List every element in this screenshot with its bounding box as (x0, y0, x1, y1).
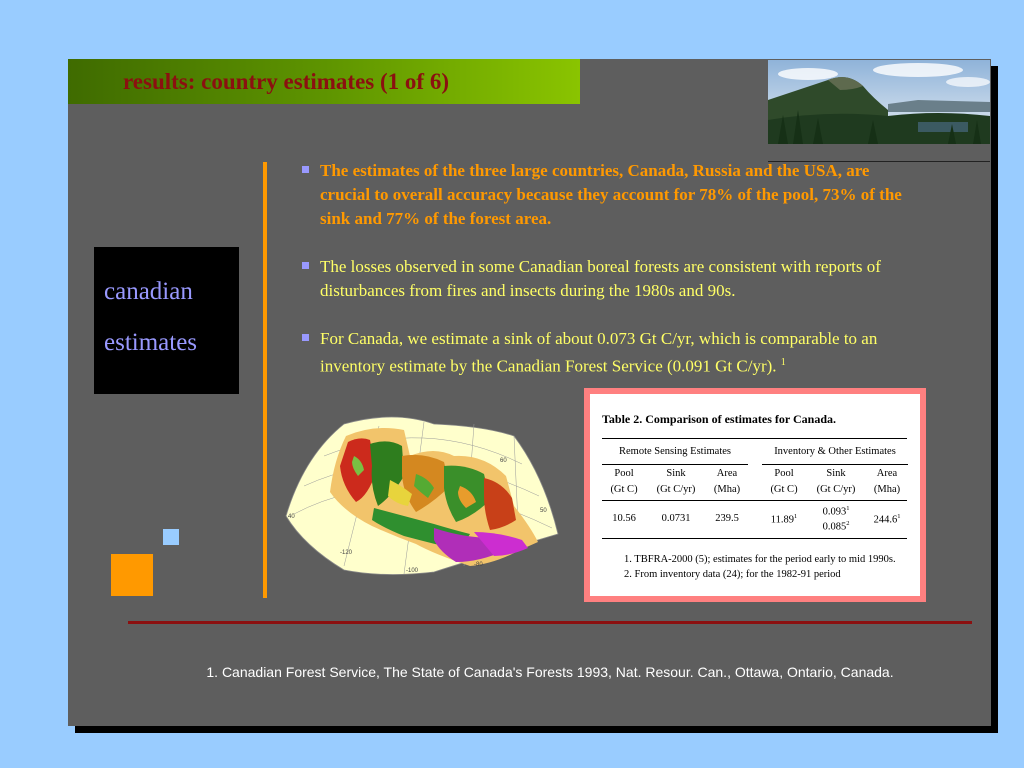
map-lat-label-40: 40 (288, 514, 295, 520)
inv-pool-ref: 1 (794, 513, 798, 520)
table-title: Table 2. Comparison of estimates for Canada. (602, 412, 837, 426)
inv-sink-2-value: 0.085 (822, 521, 847, 533)
table-unit-area: (Mha) (713, 484, 741, 495)
table-header-area: Area (716, 468, 738, 479)
inv-area-value: 244.6 (873, 514, 898, 526)
inv-sink-2-ref: 2 (846, 520, 850, 527)
map-lon-label-80: -80 (474, 562, 483, 568)
inv-sink-1-value: 0.093 (822, 506, 847, 518)
table-cell-rs-area: 239.5 (715, 513, 739, 524)
bullet-text-1: The estimates of the three large countries, Canada, Russia and the USA, are crucial to overall accuracy because they account for 78% of the pool, 73% of the sink and 77% of the forest area. (320, 161, 902, 228)
bullet-marker (302, 262, 309, 269)
inv-area-ref: 1 (897, 513, 901, 520)
slide-title: results: country estimates (1 of 6) (123, 69, 449, 94)
table-rule (602, 538, 907, 539)
inv-sink-1-ref: 1 (846, 505, 850, 512)
bullet-marker (302, 334, 309, 341)
bullet-text-3 (320, 327, 880, 379)
map-lat-label-50: 50 (540, 508, 547, 514)
bullet-text-2: The losses observed in some Canadian boreal forests are consistent with reports of disturbances from fires and insects during the 1980s and 90s. (320, 257, 881, 300)
sidebar-label-estimates: estimates (104, 329, 198, 356)
forest-landscape-photo (768, 60, 990, 144)
table-rule (602, 438, 907, 439)
map-lon-label-120: -120 (340, 550, 353, 556)
table-cell-inv-sink-2 (810, 520, 862, 533)
table-rule (602, 500, 907, 501)
table-cell-inv-pool (762, 513, 806, 526)
table-unit-pool: (Gt C) (770, 484, 798, 495)
table-header-pool: Pool (774, 468, 794, 479)
table-unit-sink: (Gt C/yr) (656, 484, 696, 495)
bullet-text-3-body: For Canada, we estimate a sink of about 0.073 Gt C/yr, which is comparable to an inventory estimate by the Canadian Forest Service (0.091 Gt C/yr). (320, 329, 878, 376)
table-header-pool: Pool (614, 468, 634, 479)
map-lon-label-100: -100 (406, 568, 419, 574)
table-group-remote-sensing: Remote Sensing Estimates (619, 446, 731, 457)
table-header-sink: Sink (826, 468, 846, 479)
decorative-square-orange (111, 554, 153, 596)
map-lat-label-60: 60 (500, 458, 507, 464)
table-rule (762, 464, 908, 465)
orange-vertical-bar (263, 162, 267, 598)
sidebar-label-canadian: canadian (104, 278, 193, 305)
comparison-table (590, 394, 920, 596)
table-cell-inv-area (866, 513, 908, 526)
table-cell-rs-sink: 0.0731 (661, 513, 691, 524)
table-unit-pool: (Gt C) (610, 484, 638, 495)
bullet-marker (302, 166, 309, 173)
decorative-square-blue (163, 529, 179, 545)
table-unit-area: (Mha) (873, 484, 901, 495)
table-note-1: 1. TBFRA-2000 (5); estimates for the period early to mid 1990s. (624, 554, 896, 565)
table-cell-inv-sink-1 (810, 505, 862, 518)
table-group-inventory: Inventory & Other Estimates (774, 446, 896, 457)
table-note-2: 2. From inventory data (24); for the 1982-91 period (624, 569, 841, 580)
footnote-citation: 1. Canadian Forest Service, The State of Canada's Forests 1993, Nat. Resour. Can., Ottawa, Ontario, Canada. (206, 664, 894, 680)
table-cell-rs-pool: 10.56 (612, 513, 636, 524)
canada-forest-map (284, 416, 560, 580)
footer-divider (128, 621, 972, 624)
table-unit-sink: (Gt C/yr) (816, 484, 856, 495)
inv-pool-value: 11.89 (770, 514, 794, 526)
sidebar-box (94, 247, 239, 394)
footnote-ref: 1 (780, 357, 786, 368)
table-header-sink: Sink (666, 468, 686, 479)
table-header-area: Area (876, 468, 898, 479)
table-rule (602, 464, 748, 465)
